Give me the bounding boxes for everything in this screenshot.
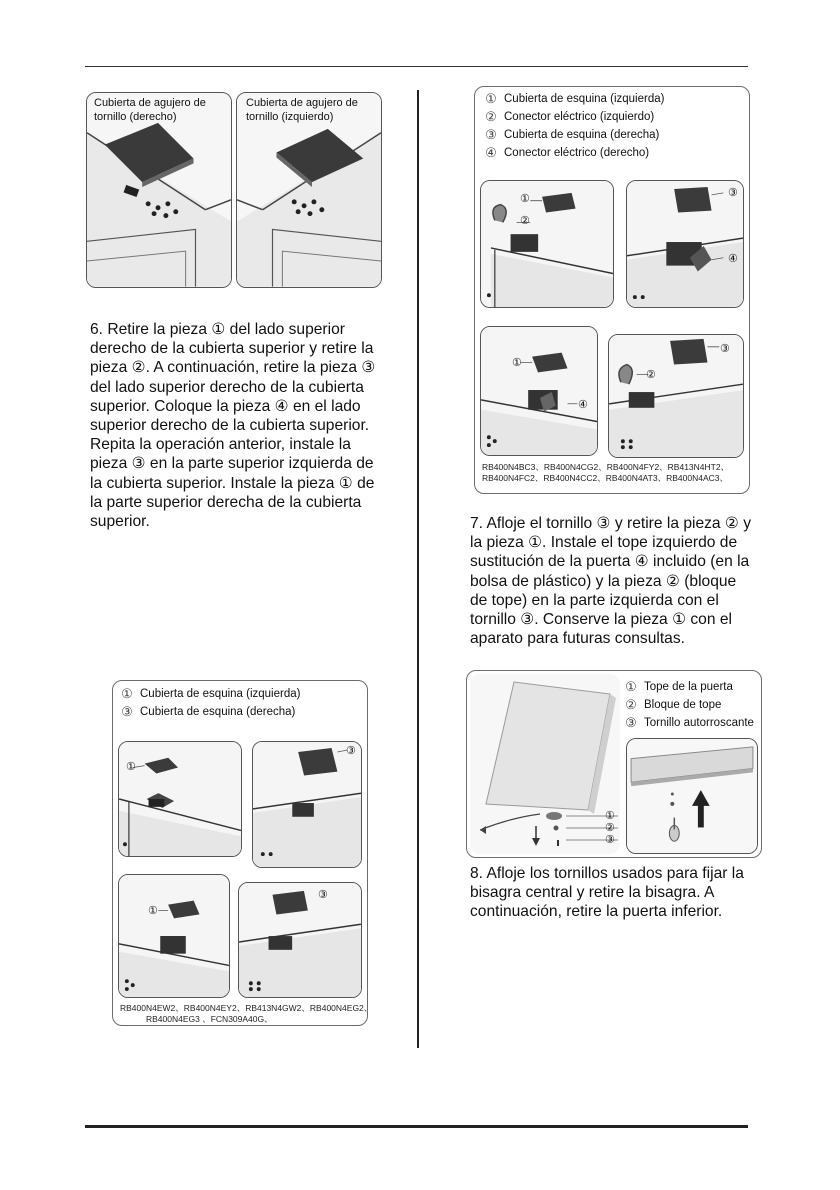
door-callout-3: ③ <box>605 834 615 846</box>
model-list-line-1: RB400N4EW2、RB400N4EY2、RB413N4GW2、RB400N4EG2、 <box>120 1003 373 1013</box>
legend-item: ② Bloque de tope <box>625 697 722 712</box>
step-6-text: 6. Retire la pieza ① del lado superior derecho de la cubierta superior y retire la pieza ②. A continuación, retire la pieza ③ del lado superior derecho de la cubierta superior. Coloque la pieza ④ en el lado superior derecho de la cubierta superior. Repita la operación anterior, instale la pieza ③ en la parte superior izquierda de la cubierta superior. Instale la pieza ① de la parte superior derecha de la cubierta superior. <box>90 321 376 531</box>
callout-3b: ③ <box>720 343 730 355</box>
legend-item: ① Cubierta de esquina (izquierda) <box>485 91 665 106</box>
header-rule <box>85 66 748 67</box>
column-divider <box>417 90 419 1048</box>
model-list-line-1: RB400N4BC3、RB400N4CG2、RB400N4FY2、RB413N4HT2、 <box>482 462 730 472</box>
corner-cover-legend-right <box>484 90 744 162</box>
callout-3: ③ <box>728 187 738 199</box>
door-stop-legend <box>624 678 760 732</box>
corner-cover-photo-3 <box>118 874 230 998</box>
model-list-line-2: RB400N4FC2、RB400N4CC2、RB400N4AT3、RB400N4AC3、 <box>482 473 728 483</box>
callout-3: ③ <box>346 745 356 757</box>
legend-item: ③ Cubierta de esquina (derecha) <box>485 127 660 142</box>
callout-1b: ① <box>512 357 522 369</box>
screw-cover-left-label: Cubierta de agujero de tornillo (izquierdo) <box>246 97 358 123</box>
step-8-text: 8. Afloje los tornillos usados para fijar la bisagra central y retire la bisagra. A continuación, retire la puerta inferior. <box>470 865 744 921</box>
corner-cover-legend-left <box>120 685 360 721</box>
callout-1: ① <box>126 761 136 773</box>
connector-photo-2 <box>626 180 744 308</box>
legend-item: ① Tope de la puerta <box>625 679 733 694</box>
callout-1b: ① <box>148 905 158 917</box>
callout-3b: ③ <box>318 889 328 901</box>
legend-item: ④ Conector eléctrico (derecho) <box>485 145 650 160</box>
screw-cover-right-label: Cubierta de agujero de tornillo (derecho) <box>94 97 206 123</box>
door-callout-2: ② <box>605 822 615 834</box>
callout-1: ① <box>520 193 530 205</box>
legend-item: ③ Tornillo autorroscante <box>625 715 754 730</box>
legend-item: ③ Cubierta de esquina (derecha) <box>121 704 296 719</box>
legend-item: ① Cubierta de esquina (izquierda) <box>121 686 301 701</box>
door-callout-1: ① <box>605 810 615 822</box>
callout-4b: ④ <box>578 399 588 411</box>
model-list-line-2: RB400N4EG3 、FCN309A40G、 <box>146 1014 273 1024</box>
callout-2b: ② <box>646 369 656 381</box>
corner-cover-photo-4 <box>238 882 362 998</box>
screw-detail-photo <box>626 738 758 854</box>
callout-4: ④ <box>728 253 738 265</box>
corner-cover-photo-2 <box>252 741 362 868</box>
callout-2: ② <box>520 215 530 227</box>
step-7-text: 7. Afloje el tornillo ③ y retire la pieza ② y la pieza ①. Instale el tope izquierdo de sustitución de la puerta ④ incluido (en la bolsa de plástico) y la pieza ② (bloque de tope) en la parte izquierda con el tornillo ③. Conserve la pieza ① con el aparato para futuras consultas. <box>470 515 752 648</box>
corner-cover-photo-1 <box>118 741 242 857</box>
door-panel-photo <box>470 674 620 854</box>
connector-photo-1 <box>480 180 614 308</box>
legend-item: ② Conector eléctrico (izquierdo) <box>485 109 655 124</box>
connector-photo-3 <box>480 326 598 456</box>
footer-rule <box>85 1125 748 1128</box>
